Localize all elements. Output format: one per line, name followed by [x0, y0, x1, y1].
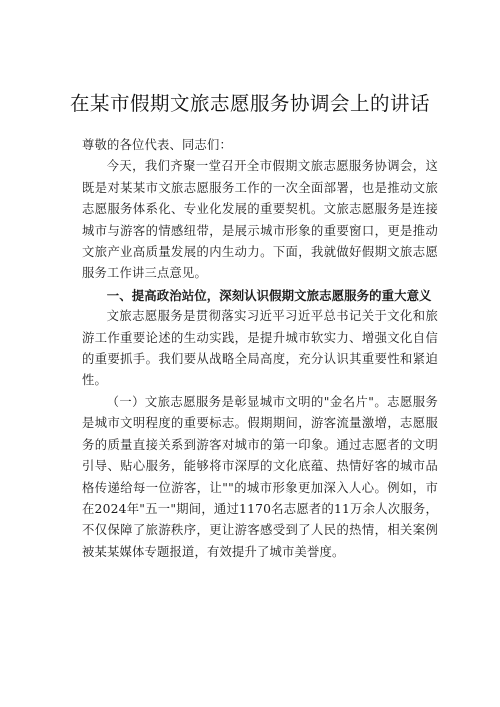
document-title: 在某市假期文旅志愿服务协调会上的讲话 [69, 92, 430, 115]
document-body [82, 135, 438, 563]
subsection-1-paragraph: （一）文旅志愿服务是彰显城市文明的"金名片"。志愿服务是城市文明程度的重要标志。假期期间，游客流量激增，志愿服务的质量直接关系到游客对城市的第一印象。通过志愿者的文明引导、贴心服务，能够将市深厚的文化底蕴、热情好客的城市品格传递给每一位游客，让""的城市形象更加深入人心。例如，市在2024年"五一"期间，通过1170名志愿者的11万余人次服务，不仅保障了旅游秩序，更让游客感受到了人民的热情，相关案例被某某媒体专题报道，有效提升了城市美誉度。 [82, 394, 438, 559]
salutation: 尊敬的各位代表、同志们： [82, 138, 232, 152]
intro-paragraph: 今天，我们齐聚一堂召开全市假期文旅志愿服务协调会，这既是对某某市文旅志愿服务工作的一次全面部署，也是推动文旅志愿服务体系化、专业化发展的重要契机。文旅志愿服务是连接城市与游客的情感纽带，是展示城市形象的重要窗口，更是推动文旅产业高质量发展的内生动力。下面，我就做好假期文旅志愿服务工作讲三点意见。 [82, 159, 438, 281]
section-1-paragraph: 文旅志愿服务是贯彻落实习近平习近平总书记关于文化和旅游工作重要论述的生动实践，是提升城市软实力、增强文化自信的重要抓手。我们要从战略全局高度，充分认识其重要性和紧迫性。 [82, 309, 438, 388]
section-heading-1: 一、提高政治站位，深刻认识假期文旅志愿服务的重大意义 [106, 287, 432, 303]
